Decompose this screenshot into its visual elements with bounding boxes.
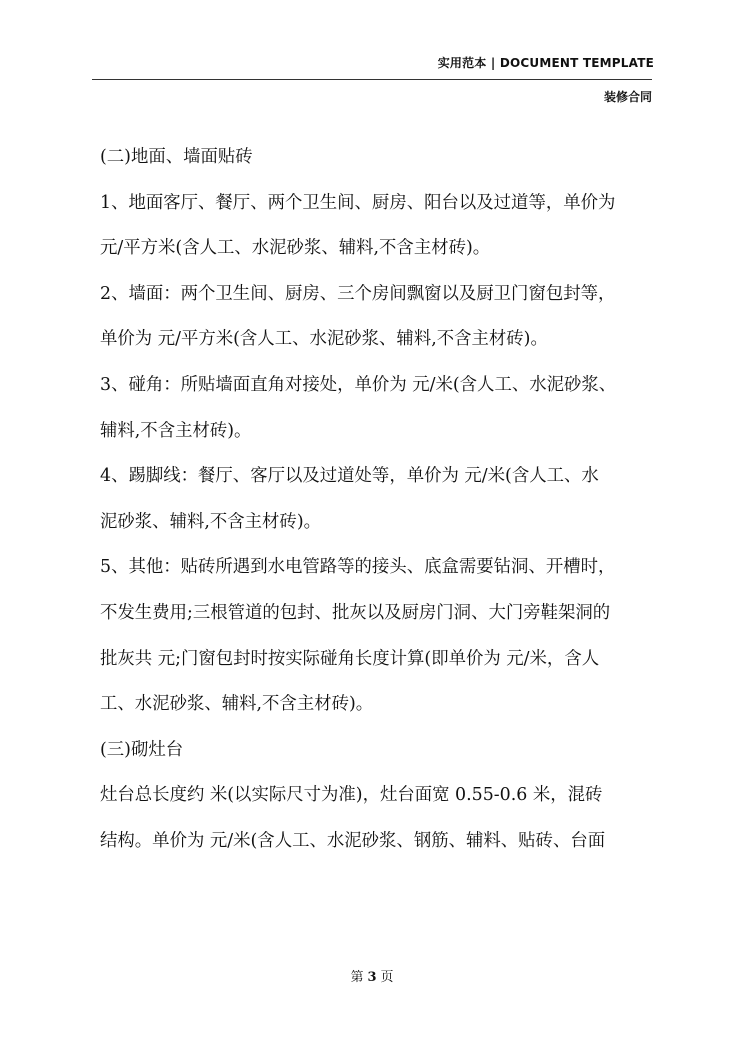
footer-suffix: 页 xyxy=(380,970,394,985)
paragraph-line: 元/平方米(含人工、水泥砂浆、辅料,不含主材砖)。 xyxy=(100,238,491,259)
paragraph-line: 灶台总长度约 米(以实际尺寸为准)，灶台面宽 0.55-0.6 米，混砖 xyxy=(100,785,603,806)
paragraph-line: 4、踢脚线：餐厅、客厅以及过道处等，单价为 元/米(含人工、水 xyxy=(100,466,599,487)
header-subtitle: 装修合同 xyxy=(603,90,652,104)
paragraph-line: 5、其他：贴砖所遇到水电管路等的接头、底盒需要钻洞、开槽时， xyxy=(100,557,616,578)
paragraph-line: 结构。单价为 元/米(含人工、水泥砂浆、钢筋、辅料、贴砖、台面 xyxy=(100,830,606,851)
paragraph-line: 工、水泥砂浆、辅料,不含主材砖)。 xyxy=(100,694,374,715)
paragraph-line: 单价为 元/平方米(含人工、水泥砂浆、辅料,不含主材砖)。 xyxy=(100,329,548,350)
paragraph-line: 2、墙面：两个卫生间、厨房、三个房间飘窗以及厨卫门窗包封等， xyxy=(100,283,616,304)
section-heading-stove: (三)砌灶台 xyxy=(100,739,184,760)
paragraph-line: 批灰共 元;门窗包封时按实际碰角长度计算(即单价为 元/米，含人 xyxy=(100,648,600,669)
header-divider xyxy=(92,79,652,80)
page-number: 3 xyxy=(367,970,377,985)
document-body xyxy=(100,142,658,872)
page-footer xyxy=(0,966,744,985)
paragraph-line: 不发生费用;三根管道的包封、批灰以及厨房门洞、大门旁鞋架洞的 xyxy=(100,602,611,623)
paragraph-line: 3、碰角：所贴墙面直角对接处，单价为 元/米(含人工、水泥砂浆、 xyxy=(100,374,617,395)
paragraph-line: 泥砂浆、辅料,不含主材砖)。 xyxy=(100,511,322,532)
header-title: 实用范本 | DOCUMENT TEMPLATE xyxy=(437,56,654,70)
section-heading-tiling: (二)地面、墙面贴砖 xyxy=(100,147,253,167)
paragraph-line: 辅料,不含主材砖)。 xyxy=(100,420,252,441)
footer-prefix: 第 xyxy=(350,970,364,985)
paragraph-line: 1、地面客厅、餐厅、两个卫生间、厨房、阳台以及过道等，单价为 xyxy=(100,192,616,213)
